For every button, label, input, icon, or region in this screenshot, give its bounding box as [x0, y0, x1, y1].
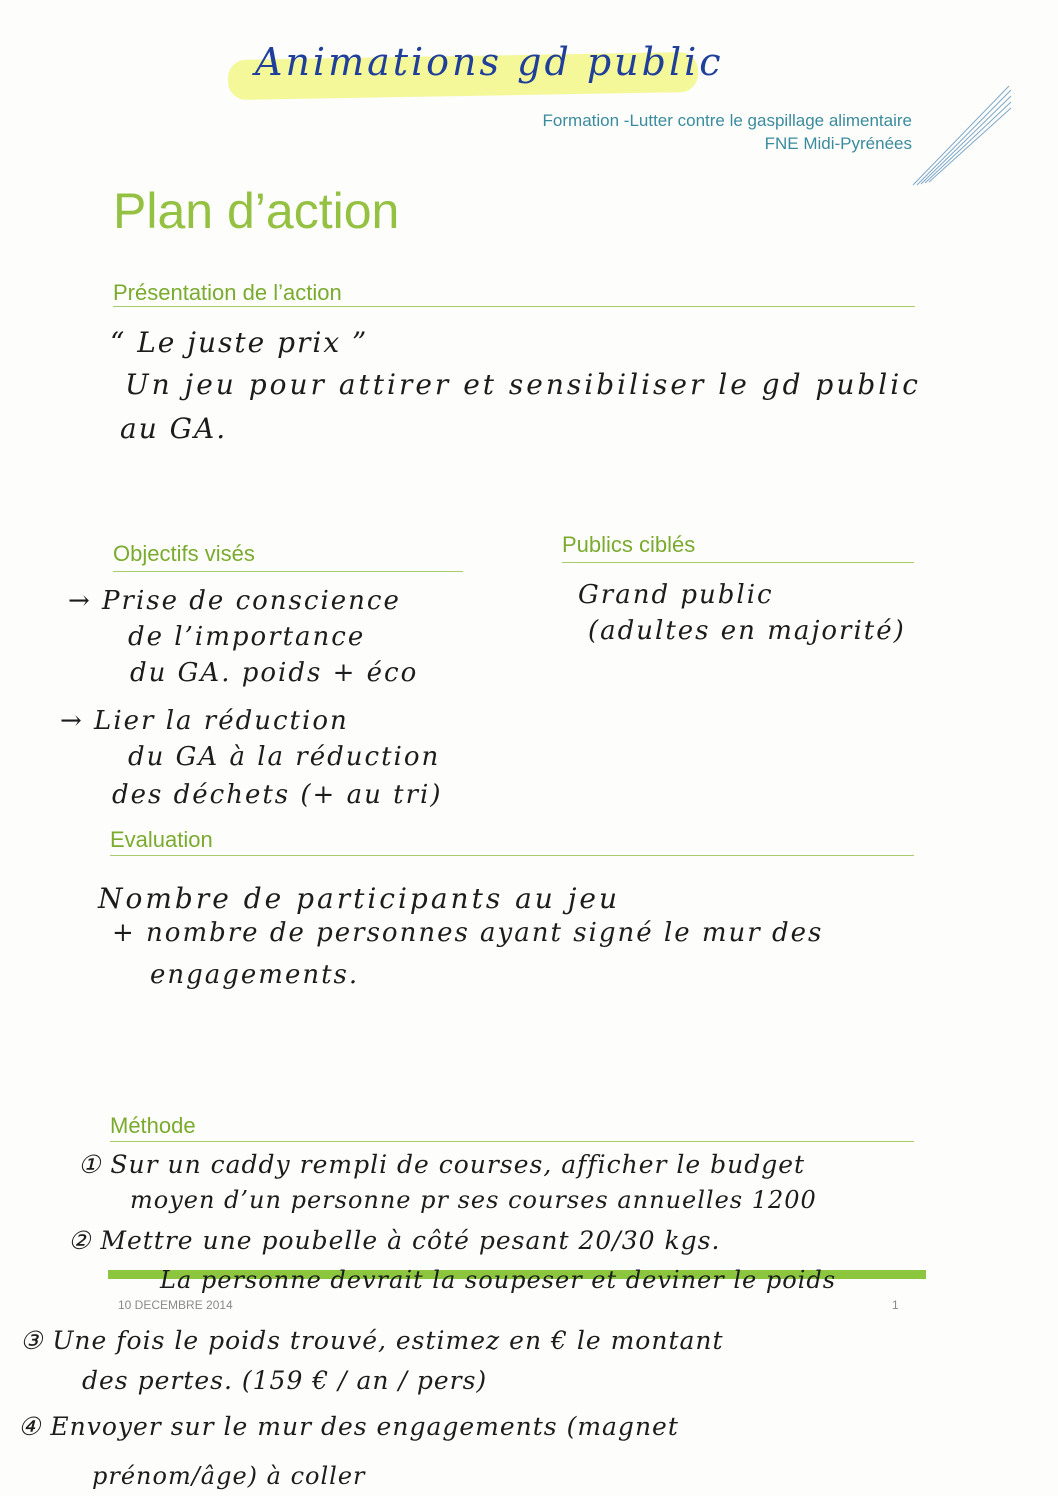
presentation-note-3: au GA.: [120, 412, 228, 445]
methode-note-1: ① Sur un caddy rempli de courses, afficher le budget: [78, 1150, 806, 1179]
objectifs-note-2: de l’importance: [128, 622, 366, 652]
corner-stripes-decoration: [905, 80, 1015, 190]
section-presentation-label: Présentation de l’action: [113, 280, 342, 305]
page-title: Plan d’action: [113, 183, 400, 239]
methode-note-6: des pertes. (159 € / an / pers): [82, 1366, 488, 1395]
objectifs-note-4: → Lier la réduction: [60, 706, 349, 736]
header-formation: Formation -Lutter contre le gaspillage alimentaire: [542, 111, 912, 130]
section-evaluation-rule: [110, 855, 914, 856]
section-methode-label: Méthode: [110, 1113, 196, 1138]
evaluation-note-1: Nombre de participants au jeu: [98, 882, 621, 915]
methode-note-5: ③ Une fois le poids trouvé, estimez en € le montant: [20, 1326, 724, 1355]
methode-note-8: prénom/âge) à coller: [92, 1462, 366, 1490]
evaluation-note-2: + nombre de personnes ayant signé le mur des: [112, 918, 824, 948]
objectifs-note-1: → Prise de conscience: [68, 586, 401, 616]
footer-date: 10 DECEMBRE 2014: [118, 1298, 233, 1312]
presentation-note-1: “ Le juste prix ”: [110, 326, 369, 359]
footer-page-number: 1: [892, 1298, 899, 1312]
section-publics-rule: [562, 562, 914, 563]
objectifs-note-5: du GA à la réduction: [128, 742, 441, 772]
section-objectifs-label: Objectifs visés: [113, 541, 255, 566]
header-organisation: FNE Midi-Pyrénées: [764, 134, 912, 153]
presentation-note-2: Un jeu pour attirer et sensibiliser le gd public: [125, 368, 921, 401]
methode-note-2: moyen d’un personne pr ses courses annuelles 1200: [130, 1186, 817, 1214]
section-presentation-rule: [113, 306, 915, 307]
section-objectifs-rule: [113, 571, 463, 572]
objectifs-note-6: des déchets (+ au tri): [112, 780, 443, 810]
evaluation-note-3: engagements.: [150, 960, 360, 990]
section-methode-rule: [110, 1141, 914, 1142]
methode-note-7: ④ Envoyer sur le mur des engagements (magnet: [18, 1412, 679, 1441]
methode-note-3: ② Mettre une poubelle à côté pesant 20/30 kgs.: [68, 1226, 721, 1255]
objectifs-note-3: du GA. poids + éco: [130, 658, 419, 688]
handwritten-title: Animations gd public: [255, 40, 724, 84]
publics-note-2: (adultes en majorité): [588, 616, 906, 646]
methode-note-4: La personne devrait la soupeser et deviner le poids: [160, 1266, 837, 1294]
section-publics-label: Publics ciblés: [562, 532, 696, 557]
publics-note-1: Grand public: [578, 580, 774, 610]
section-evaluation-label: Evaluation: [110, 827, 213, 852]
